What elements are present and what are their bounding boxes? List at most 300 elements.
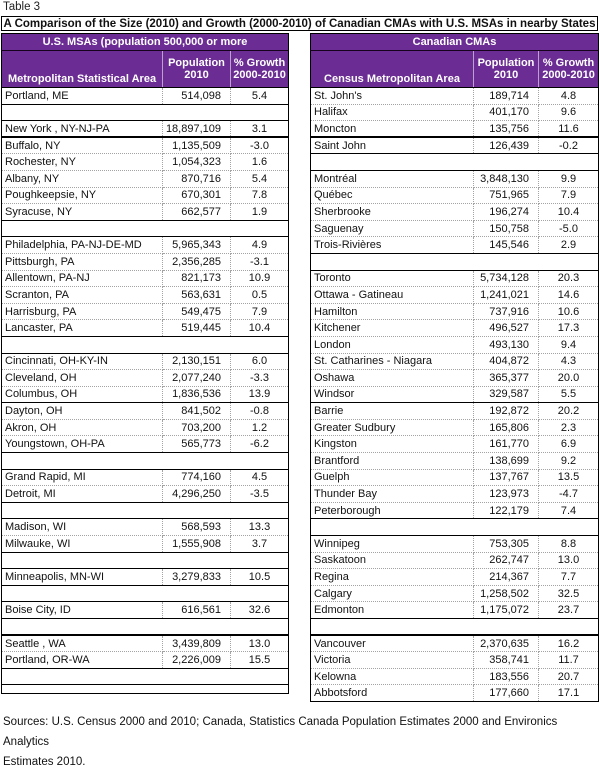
canadian-cma-table (310, 33, 599, 702)
growth-cell: 9.6 (539, 104, 599, 121)
growth-cell: 11.6 (539, 121, 599, 138)
column-header-growth-2000-2010: % Growth 2000-2010 (539, 51, 599, 88)
area-cell: Halifax (311, 104, 474, 121)
table-row (311, 204, 599, 221)
population-cell: 870,716 (163, 170, 231, 187)
growth-cell: 15.5 (231, 652, 289, 669)
spacer-row (2, 104, 289, 121)
area-cell: Minneapolis, MN-WI (2, 569, 163, 586)
growth-cell: 14.6 (539, 287, 599, 304)
spacer-row (2, 685, 289, 694)
population-cell: 563,631 (163, 287, 231, 304)
table-row (2, 370, 289, 387)
growth-cell: 0.5 (231, 287, 289, 304)
growth-cell: 20.3 (539, 270, 599, 287)
population-cell: 4,296,250 (163, 486, 231, 503)
growth-cell: -6.2 (231, 436, 289, 453)
table-row (311, 170, 599, 187)
area-cell: Thunder Bay (311, 486, 474, 503)
table-row (311, 569, 599, 586)
growth-cell: 13.5 (539, 469, 599, 486)
population-cell: 404,872 (474, 353, 539, 370)
population-cell: 3,848,130 (474, 170, 539, 187)
empty-cell (163, 619, 231, 636)
table-row (311, 453, 599, 470)
canadian-cma-column-header-row (311, 51, 599, 88)
table-row (311, 353, 599, 370)
population-cell: 5,965,343 (163, 237, 231, 254)
growth-cell: 17.1 (539, 685, 599, 702)
spacer-row (311, 619, 599, 636)
area-cell: Pittsburgh, PA (2, 253, 163, 270)
table-row (311, 121, 599, 138)
column-header-metropolitan-statistical-area: Metropolitan Statistical Area (2, 51, 163, 88)
table-row (311, 187, 599, 204)
table-row (311, 88, 599, 105)
population-cell: 183,556 (474, 668, 539, 685)
table-row (311, 237, 599, 254)
table-row (2, 486, 289, 503)
empty-cell (2, 552, 163, 569)
population-cell: 5,734,128 (474, 270, 539, 287)
spacer-row (2, 220, 289, 237)
table-row (2, 270, 289, 287)
growth-cell: 4.5 (231, 469, 289, 486)
growth-cell: 5.4 (231, 88, 289, 105)
growth-cell: 13.9 (231, 386, 289, 403)
growth-cell: 13.0 (539, 552, 599, 569)
table-row (2, 121, 289, 138)
population-cell: 365,377 (474, 370, 539, 387)
area-cell: Poughkeepsie, NY (2, 187, 163, 204)
growth-cell: 16.2 (539, 635, 599, 652)
growth-cell: -3.5 (231, 486, 289, 503)
area-cell: Sherbrooke (311, 204, 474, 221)
growth-cell: 6.0 (231, 353, 289, 370)
spacer-row (2, 336, 289, 353)
area-cell: Akron, OH (2, 419, 163, 436)
empty-cell (2, 453, 163, 470)
area-cell: Brantford (311, 453, 474, 470)
table-row (311, 137, 599, 154)
spacer-row (2, 668, 289, 685)
empty-cell (163, 585, 231, 602)
empty-cell (2, 502, 163, 519)
us-msa-table (1, 33, 289, 694)
table-row (2, 154, 289, 171)
empty-cell (231, 336, 289, 353)
table-row (2, 88, 289, 105)
population-cell: 549,475 (163, 303, 231, 320)
population-cell: 3,439,809 (163, 635, 231, 652)
growth-cell: 6.9 (539, 436, 599, 453)
empty-cell (474, 619, 539, 636)
population-cell: 192,872 (474, 403, 539, 420)
table-row (311, 652, 599, 669)
area-cell: Moncton (311, 121, 474, 138)
area-cell: St. Catharines - Niagara (311, 353, 474, 370)
area-cell: Grand Rapid, MI (2, 469, 163, 486)
spacer-row (2, 585, 289, 602)
population-cell: 753,305 (474, 536, 539, 553)
area-cell: Portland, OR-WA (2, 652, 163, 669)
canadian-cma-group-header: Canadian CMAs (311, 34, 599, 51)
population-cell: 841,502 (163, 403, 231, 420)
table-row (2, 237, 289, 254)
empty-cell (231, 502, 289, 519)
area-cell: London (311, 336, 474, 353)
column-header-census-metropolitan-area: Census Metropolitan Area (311, 51, 474, 88)
population-cell: 514,098 (163, 88, 231, 105)
area-cell: Winnipeg (311, 536, 474, 553)
us-msa-column-header-row (2, 51, 289, 88)
area-cell: Rochester, NY (2, 154, 163, 171)
column-header-growth-2000-2010: % Growth 2000-2010 (231, 51, 289, 88)
area-cell: Lancaster, PA (2, 320, 163, 337)
empty-cell (2, 104, 163, 121)
population-cell: 662,577 (163, 204, 231, 221)
empty-cell (311, 154, 474, 171)
area-cell: Edmonton (311, 602, 474, 619)
area-cell: Detroit, MI (2, 486, 163, 503)
area-cell: Saguenay (311, 220, 474, 237)
growth-cell: 10.4 (539, 204, 599, 221)
population-cell: 138,699 (474, 453, 539, 470)
table-row (311, 287, 599, 304)
area-cell: Kingston (311, 436, 474, 453)
sources-line: Estimates 2010. (3, 756, 86, 768)
population-cell: 137,767 (474, 469, 539, 486)
growth-cell: 10.4 (231, 320, 289, 337)
area-cell: Victoria (311, 652, 474, 669)
area-cell: Youngstown, OH-PA (2, 436, 163, 453)
area-cell: Ottawa - Gatineau (311, 287, 474, 304)
area-cell: St. John's (311, 88, 474, 105)
population-cell: 2,356,285 (163, 253, 231, 270)
table-row (311, 303, 599, 320)
population-cell: 123,973 (474, 486, 539, 503)
table-row (2, 204, 289, 221)
spacer-row (311, 154, 599, 171)
table-row (311, 552, 599, 569)
population-cell: 616,561 (163, 602, 231, 619)
table-row (2, 469, 289, 486)
area-cell: Oshawa (311, 370, 474, 387)
growth-cell: 7.8 (231, 187, 289, 204)
empty-cell (231, 619, 289, 636)
spacer-row (2, 453, 289, 470)
empty-cell (231, 585, 289, 602)
empty-cell (163, 502, 231, 519)
spacer-row (311, 519, 599, 536)
population-cell: 150,758 (474, 220, 539, 237)
table-row (311, 220, 599, 237)
table-number-label: Table 3 (3, 1, 41, 13)
table-row (2, 353, 289, 370)
empty-cell (231, 668, 289, 685)
growth-cell: 4.9 (231, 237, 289, 254)
area-cell: Kitchener (311, 320, 474, 337)
empty-cell (311, 519, 474, 536)
growth-cell: -0.2 (539, 137, 599, 154)
population-cell: 145,546 (474, 237, 539, 254)
growth-cell: -3.1 (231, 253, 289, 270)
population-cell: 358,741 (474, 652, 539, 669)
population-cell: 165,806 (474, 419, 539, 436)
area-cell: Vancouver (311, 635, 474, 652)
empty-cell (2, 336, 163, 353)
table-row (311, 469, 599, 486)
area-cell: Saint John (311, 137, 474, 154)
growth-cell: 32.6 (231, 602, 289, 619)
table-row (311, 502, 599, 519)
population-cell: 737,916 (474, 303, 539, 320)
population-cell: 670,301 (163, 187, 231, 204)
table-row (311, 635, 599, 652)
area-cell: Guelph (311, 469, 474, 486)
table-row (311, 370, 599, 387)
table-row (2, 187, 289, 204)
population-cell: 1,135,509 (163, 137, 231, 154)
spacer-row (2, 552, 289, 569)
table-row (2, 403, 289, 420)
column-header-population-2010: Population 2010 (474, 51, 539, 88)
growth-cell: 5.5 (539, 386, 599, 403)
area-cell: Saskatoon (311, 552, 474, 569)
us-msa-table-body (2, 88, 289, 694)
population-cell: 1,241,021 (474, 287, 539, 304)
area-cell: Seattle , WA (2, 635, 163, 652)
growth-cell: 2.9 (539, 237, 599, 254)
empty-cell (311, 619, 474, 636)
population-cell: 1,555,908 (163, 536, 231, 553)
growth-cell: 5.4 (231, 170, 289, 187)
growth-cell: 7.4 (539, 502, 599, 519)
growth-cell: 13.0 (231, 635, 289, 652)
population-cell: 161,770 (474, 436, 539, 453)
sources-note (3, 712, 600, 772)
empty-cell (474, 154, 539, 171)
growth-cell: 1.2 (231, 419, 289, 436)
population-cell: 126,439 (474, 137, 539, 154)
area-cell: Milwauke, WI (2, 536, 163, 553)
table-row (2, 536, 289, 553)
area-cell: Abbotsford (311, 685, 474, 702)
area-cell: Cleveland, OH (2, 370, 163, 387)
growth-cell: 4.8 (539, 88, 599, 105)
table-title: A Comparison of the Size (2010) and Growth (2000-2010) of Canadian CMAs with U.S. MSAs in nearby States (1, 16, 598, 31)
area-cell: Boise City, ID (2, 602, 163, 619)
growth-cell: 20.2 (539, 403, 599, 420)
growth-cell: -0.8 (231, 403, 289, 420)
growth-cell: 17.3 (539, 320, 599, 337)
empty-cell (474, 253, 539, 270)
population-cell: 519,445 (163, 320, 231, 337)
population-cell: 1,258,502 (474, 585, 539, 602)
area-cell: Windsor (311, 386, 474, 403)
area-cell: Regina (311, 569, 474, 586)
empty-cell (311, 253, 474, 270)
empty-cell (2, 585, 163, 602)
table-row (311, 320, 599, 337)
empty-cell (163, 336, 231, 353)
table-row (311, 436, 599, 453)
growth-cell: 20.0 (539, 370, 599, 387)
table-row (2, 253, 289, 270)
population-cell: 751,965 (474, 187, 539, 204)
empty-cell (231, 685, 289, 694)
empty-cell (231, 453, 289, 470)
population-cell: 135,756 (474, 121, 539, 138)
population-cell: 1,175,072 (474, 602, 539, 619)
growth-cell: 32.5 (539, 585, 599, 602)
table-row (2, 602, 289, 619)
table-row (2, 635, 289, 652)
table-row (311, 104, 599, 121)
growth-cell: 7.9 (539, 187, 599, 204)
table-row (2, 170, 289, 187)
empty-cell (2, 668, 163, 685)
empty-cell (2, 685, 163, 694)
growth-cell: 1.6 (231, 154, 289, 171)
table-row (311, 536, 599, 553)
area-cell: Allentown, PA-NJ (2, 270, 163, 287)
population-cell: 401,170 (474, 104, 539, 121)
population-cell: 196,274 (474, 204, 539, 221)
population-cell: 2,370,635 (474, 635, 539, 652)
empty-cell (2, 619, 163, 636)
population-cell: 2,226,009 (163, 652, 231, 669)
empty-cell (163, 220, 231, 237)
canadian-cma-group-header-row (311, 34, 599, 51)
growth-cell: 1.9 (231, 204, 289, 221)
table-row (2, 320, 289, 337)
area-cell: Philadelphia, PA-NJ-DE-MD (2, 237, 163, 254)
growth-cell: 23.7 (539, 602, 599, 619)
area-cell: Portland, ME (2, 88, 163, 105)
table-row (2, 303, 289, 320)
spacer-row (2, 619, 289, 636)
area-cell: Harrisburg, PA (2, 303, 163, 320)
empty-cell (163, 104, 231, 121)
area-cell: Buffalo, NY (2, 137, 163, 154)
area-cell: Toronto (311, 270, 474, 287)
population-cell: 1,054,323 (163, 154, 231, 171)
growth-cell: 9.9 (539, 170, 599, 187)
growth-cell: -3.3 (231, 370, 289, 387)
empty-cell (539, 519, 599, 536)
population-cell: 214,367 (474, 569, 539, 586)
table-row (2, 419, 289, 436)
population-cell: 496,527 (474, 320, 539, 337)
population-cell: 177,660 (474, 685, 539, 702)
empty-cell (163, 685, 231, 694)
us-msa-group-header-row (2, 34, 289, 51)
empty-cell (163, 552, 231, 569)
us-msa-group-header: U.S. MSAs (population 500,000 or more (2, 34, 289, 51)
population-cell: 1,836,536 (163, 386, 231, 403)
empty-cell (231, 104, 289, 121)
table-row (311, 419, 599, 436)
population-cell: 189,714 (474, 88, 539, 105)
population-cell: 122,179 (474, 502, 539, 519)
population-cell: 493,130 (474, 336, 539, 353)
empty-cell (231, 552, 289, 569)
table-row (2, 137, 289, 154)
table-row (2, 652, 289, 669)
growth-cell: 7.9 (231, 303, 289, 320)
area-cell: New York , NY-NJ-PA (2, 121, 163, 138)
area-cell: Dayton, OH (2, 403, 163, 420)
table-row (311, 486, 599, 503)
canadian-cma-table-body (311, 88, 599, 702)
area-cell: Scranton, PA (2, 287, 163, 304)
table-row (311, 585, 599, 602)
table-row (2, 569, 289, 586)
area-cell: Calgary (311, 585, 474, 602)
growth-cell: 7.7 (539, 569, 599, 586)
area-cell: Montréal (311, 170, 474, 187)
empty-cell (474, 519, 539, 536)
table-row (311, 386, 599, 403)
table-row (2, 436, 289, 453)
growth-cell: -5.0 (539, 220, 599, 237)
area-cell: Peterborough (311, 502, 474, 519)
spacer-row (2, 502, 289, 519)
population-cell: 703,200 (163, 419, 231, 436)
area-cell: Kelowna (311, 668, 474, 685)
area-cell: Cincinnati, OH-KY-IN (2, 353, 163, 370)
growth-cell: 2.3 (539, 419, 599, 436)
spacer-row (311, 253, 599, 270)
table-row (311, 668, 599, 685)
table-row (311, 270, 599, 287)
population-cell: 2,130,151 (163, 353, 231, 370)
population-cell: 329,587 (474, 386, 539, 403)
population-cell: 3,279,833 (163, 569, 231, 586)
table-row (311, 685, 599, 702)
table-row (2, 519, 289, 536)
growth-cell: 13.3 (231, 519, 289, 536)
table-row (2, 386, 289, 403)
column-header-population-2010: Population 2010 (163, 51, 231, 88)
growth-cell: 9.4 (539, 336, 599, 353)
growth-cell: 4.3 (539, 353, 599, 370)
population-cell: 262,747 (474, 552, 539, 569)
population-cell: 821,173 (163, 270, 231, 287)
growth-cell: 8.8 (539, 536, 599, 553)
growth-cell: -3.0 (231, 137, 289, 154)
growth-cell: 3.1 (231, 121, 289, 138)
growth-cell: 20.7 (539, 668, 599, 685)
area-cell: Barrie (311, 403, 474, 420)
empty-cell (539, 619, 599, 636)
growth-cell: 3.7 (231, 536, 289, 553)
growth-cell: 10.5 (231, 569, 289, 586)
population-cell: 565,773 (163, 436, 231, 453)
area-cell: Hamilton (311, 303, 474, 320)
empty-cell (163, 668, 231, 685)
empty-cell (163, 453, 231, 470)
area-cell: Trois-Rivières (311, 237, 474, 254)
area-cell: Columbus, OH (2, 386, 163, 403)
growth-cell: 10.9 (231, 270, 289, 287)
table-row (311, 336, 599, 353)
population-cell: 774,160 (163, 469, 231, 486)
table-row (311, 602, 599, 619)
growth-cell: -4.7 (539, 486, 599, 503)
area-cell: Albany, NY (2, 170, 163, 187)
